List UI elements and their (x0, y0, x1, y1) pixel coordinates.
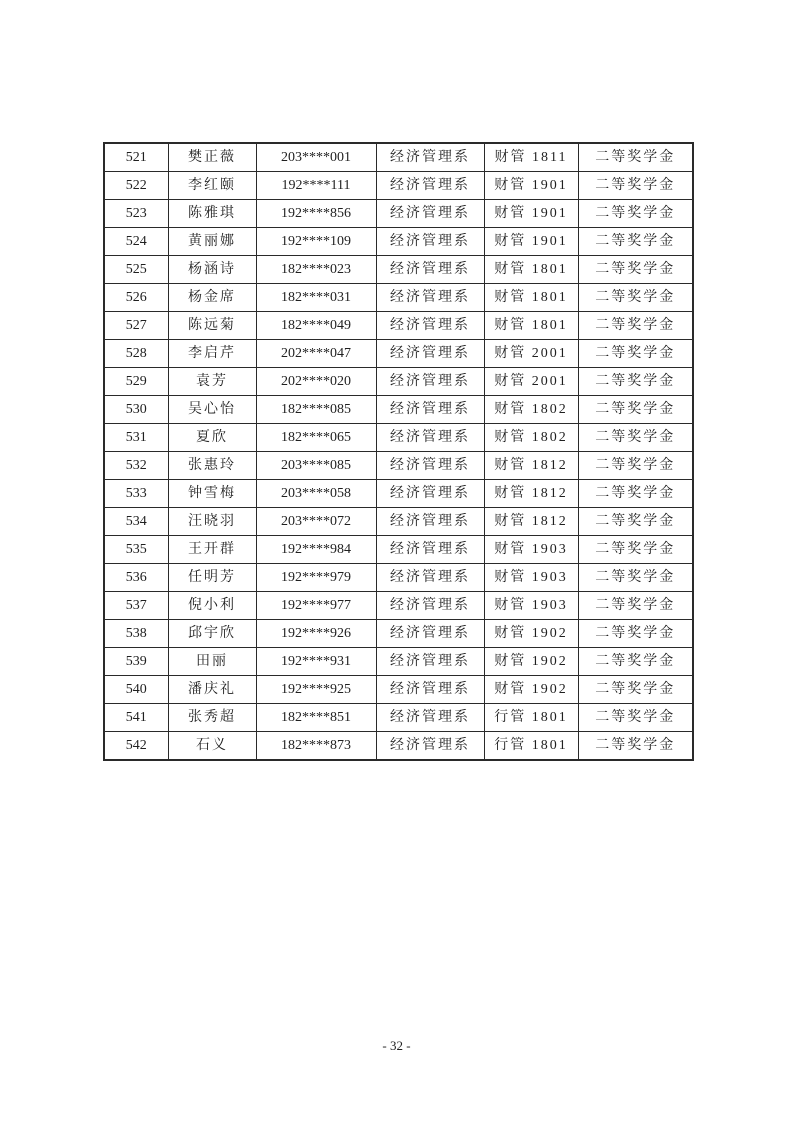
table-cell-student-id: 192****979 (256, 564, 376, 592)
table-cell-award: 二等奖学金 (578, 312, 693, 340)
table-cell-class: 财管 1902 (484, 620, 578, 648)
table-cell-serial-number: 534 (104, 508, 168, 536)
table-cell-serial-number: 535 (104, 536, 168, 564)
table-row (104, 396, 693, 424)
table-cell-award: 二等奖学金 (578, 536, 693, 564)
table-row (104, 732, 693, 761)
table-cell-award: 二等奖学金 (578, 480, 693, 508)
table-cell-department: 经济管理系 (376, 312, 484, 340)
table-cell-student-id: 192****984 (256, 536, 376, 564)
table-cell-serial-number: 530 (104, 396, 168, 424)
table-cell-name: 任明芳 (168, 564, 256, 592)
table-cell-name: 杨涵诗 (168, 256, 256, 284)
table-cell-name: 石义 (168, 732, 256, 761)
table-cell-name: 夏欣 (168, 424, 256, 452)
table-cell-award: 二等奖学金 (578, 228, 693, 256)
table-row (104, 228, 693, 256)
table-cell-award: 二等奖学金 (578, 396, 693, 424)
table-cell-serial-number: 521 (104, 143, 168, 172)
table-cell-class: 财管 1802 (484, 396, 578, 424)
table-cell-name: 陈雅琪 (168, 200, 256, 228)
table-cell-department: 经济管理系 (376, 704, 484, 732)
table-cell-department: 经济管理系 (376, 368, 484, 396)
table-cell-serial-number: 537 (104, 592, 168, 620)
table-cell-name: 倪小利 (168, 592, 256, 620)
table-cell-student-id: 203****058 (256, 480, 376, 508)
table-cell-serial-number: 528 (104, 340, 168, 368)
table-cell-department: 经济管理系 (376, 172, 484, 200)
table-cell-name: 张秀超 (168, 704, 256, 732)
table-cell-student-id: 182****085 (256, 396, 376, 424)
table-cell-student-id: 203****001 (256, 143, 376, 172)
table-cell-department: 经济管理系 (376, 480, 484, 508)
table-cell-award: 二等奖学金 (578, 452, 693, 480)
table-cell-award: 二等奖学金 (578, 564, 693, 592)
table-cell-serial-number: 541 (104, 704, 168, 732)
table-cell-class: 财管 1903 (484, 536, 578, 564)
scholarship-table (103, 142, 694, 761)
table-row (104, 424, 693, 452)
table-cell-serial-number: 538 (104, 620, 168, 648)
table-cell-name: 李启芹 (168, 340, 256, 368)
table-cell-name: 潘庆礼 (168, 676, 256, 704)
table-cell-award: 二等奖学金 (578, 256, 693, 284)
table-cell-award: 二等奖学金 (578, 508, 693, 536)
table-cell-department: 经济管理系 (376, 143, 484, 172)
table-cell-student-id: 192****925 (256, 676, 376, 704)
table-cell-award: 二等奖学金 (578, 340, 693, 368)
table-cell-class: 财管 1902 (484, 676, 578, 704)
table-cell-class: 财管 1812 (484, 508, 578, 536)
table-cell-award: 二等奖学金 (578, 676, 693, 704)
table-cell-student-id: 192****111 (256, 172, 376, 200)
table-row (104, 508, 693, 536)
table-row (104, 284, 693, 312)
table-cell-department: 经济管理系 (376, 564, 484, 592)
table-cell-class: 财管 1801 (484, 284, 578, 312)
table-cell-serial-number: 540 (104, 676, 168, 704)
table-row (104, 143, 693, 172)
table-cell-student-id: 182****023 (256, 256, 376, 284)
table-cell-serial-number: 536 (104, 564, 168, 592)
table-cell-class: 财管 1902 (484, 648, 578, 676)
table-cell-serial-number: 522 (104, 172, 168, 200)
table-cell-student-id: 182****049 (256, 312, 376, 340)
table-cell-department: 经济管理系 (376, 200, 484, 228)
table-cell-department: 经济管理系 (376, 620, 484, 648)
table-cell-name: 钟雪梅 (168, 480, 256, 508)
page-number: - 32 - (382, 1038, 411, 1053)
table-row (104, 340, 693, 368)
table-cell-name: 王开群 (168, 536, 256, 564)
table-cell-class: 财管 1802 (484, 424, 578, 452)
table-cell-serial-number: 527 (104, 312, 168, 340)
table-cell-class: 财管 1901 (484, 200, 578, 228)
table-cell-department: 经济管理系 (376, 284, 484, 312)
table-cell-class: 财管 1903 (484, 592, 578, 620)
table-cell-department: 经济管理系 (376, 340, 484, 368)
table-cell-award: 二等奖学金 (578, 200, 693, 228)
table-cell-award: 二等奖学金 (578, 620, 693, 648)
table-cell-class: 财管 1811 (484, 143, 578, 172)
table-cell-award: 二等奖学金 (578, 143, 693, 172)
table-cell-student-id: 192****856 (256, 200, 376, 228)
table-row (104, 592, 693, 620)
table-cell-serial-number: 526 (104, 284, 168, 312)
table-cell-name: 汪晓羽 (168, 508, 256, 536)
table-row (104, 704, 693, 732)
table-cell-class: 财管 2001 (484, 340, 578, 368)
table-cell-name: 田丽 (168, 648, 256, 676)
table-cell-student-id: 202****020 (256, 368, 376, 396)
table-cell-class: 财管 1903 (484, 564, 578, 592)
table-cell-name: 袁芳 (168, 368, 256, 396)
table-cell-serial-number: 523 (104, 200, 168, 228)
table-cell-name: 李红颐 (168, 172, 256, 200)
table-cell-department: 经济管理系 (376, 396, 484, 424)
table-cell-student-id: 203****072 (256, 508, 376, 536)
table-cell-department: 经济管理系 (376, 424, 484, 452)
table-cell-class: 财管 1801 (484, 256, 578, 284)
table-row (104, 676, 693, 704)
table-cell-class: 财管 1801 (484, 312, 578, 340)
table-cell-department: 经济管理系 (376, 256, 484, 284)
table-cell-name: 张惠玲 (168, 452, 256, 480)
table-cell-student-id: 182****031 (256, 284, 376, 312)
table-row (104, 648, 693, 676)
table-row (104, 564, 693, 592)
table-cell-student-id: 202****047 (256, 340, 376, 368)
table-cell-award: 二等奖学金 (578, 704, 693, 732)
table-cell-student-id: 192****926 (256, 620, 376, 648)
table-cell-award: 二等奖学金 (578, 648, 693, 676)
table-cell-class: 财管 1901 (484, 172, 578, 200)
table-cell-student-id: 203****085 (256, 452, 376, 480)
table-cell-student-id: 182****851 (256, 704, 376, 732)
table-cell-serial-number: 532 (104, 452, 168, 480)
table-cell-class: 财管 1901 (484, 228, 578, 256)
table-cell-department: 经济管理系 (376, 508, 484, 536)
table-cell-serial-number: 531 (104, 424, 168, 452)
table-cell-serial-number: 525 (104, 256, 168, 284)
table-cell-name: 黄丽娜 (168, 228, 256, 256)
table-cell-class: 行管 1801 (484, 732, 578, 761)
table-cell-department: 经济管理系 (376, 592, 484, 620)
table-row (104, 536, 693, 564)
table-cell-name: 樊正薇 (168, 143, 256, 172)
table-cell-award: 二等奖学金 (578, 368, 693, 396)
table-cell-department: 经济管理系 (376, 648, 484, 676)
table-cell-name: 陈远菊 (168, 312, 256, 340)
table-cell-serial-number: 542 (104, 732, 168, 761)
table-cell-department: 经济管理系 (376, 228, 484, 256)
table-row (104, 452, 693, 480)
table-row (104, 620, 693, 648)
table-cell-student-id: 192****977 (256, 592, 376, 620)
table-cell-class: 财管 1812 (484, 452, 578, 480)
table-cell-department: 经济管理系 (376, 452, 484, 480)
table-cell-award: 二等奖学金 (578, 424, 693, 452)
table-row (104, 200, 693, 228)
table-cell-class: 财管 1812 (484, 480, 578, 508)
table-cell-award: 二等奖学金 (578, 592, 693, 620)
table-cell-class: 行管 1801 (484, 704, 578, 732)
table-cell-student-id: 182****065 (256, 424, 376, 452)
table-cell-serial-number: 539 (104, 648, 168, 676)
table-cell-award: 二等奖学金 (578, 172, 693, 200)
table-cell-serial-number: 529 (104, 368, 168, 396)
table-cell-student-id: 182****873 (256, 732, 376, 761)
table-row (104, 172, 693, 200)
table-cell-serial-number: 533 (104, 480, 168, 508)
table-cell-name: 邱宇欣 (168, 620, 256, 648)
table-cell-student-id: 192****109 (256, 228, 376, 256)
table-cell-department: 经济管理系 (376, 536, 484, 564)
table-cell-department: 经济管理系 (376, 676, 484, 704)
table-row (104, 312, 693, 340)
table-row (104, 368, 693, 396)
table-cell-student-id: 192****931 (256, 648, 376, 676)
table-cell-award: 二等奖学金 (578, 284, 693, 312)
table-cell-name: 杨金席 (168, 284, 256, 312)
table-row (104, 480, 693, 508)
table-cell-award: 二等奖学金 (578, 732, 693, 761)
table-row (104, 256, 693, 284)
table-cell-class: 财管 2001 (484, 368, 578, 396)
table-cell-serial-number: 524 (104, 228, 168, 256)
table-cell-name: 吴心怡 (168, 396, 256, 424)
table-cell-department: 经济管理系 (376, 732, 484, 761)
